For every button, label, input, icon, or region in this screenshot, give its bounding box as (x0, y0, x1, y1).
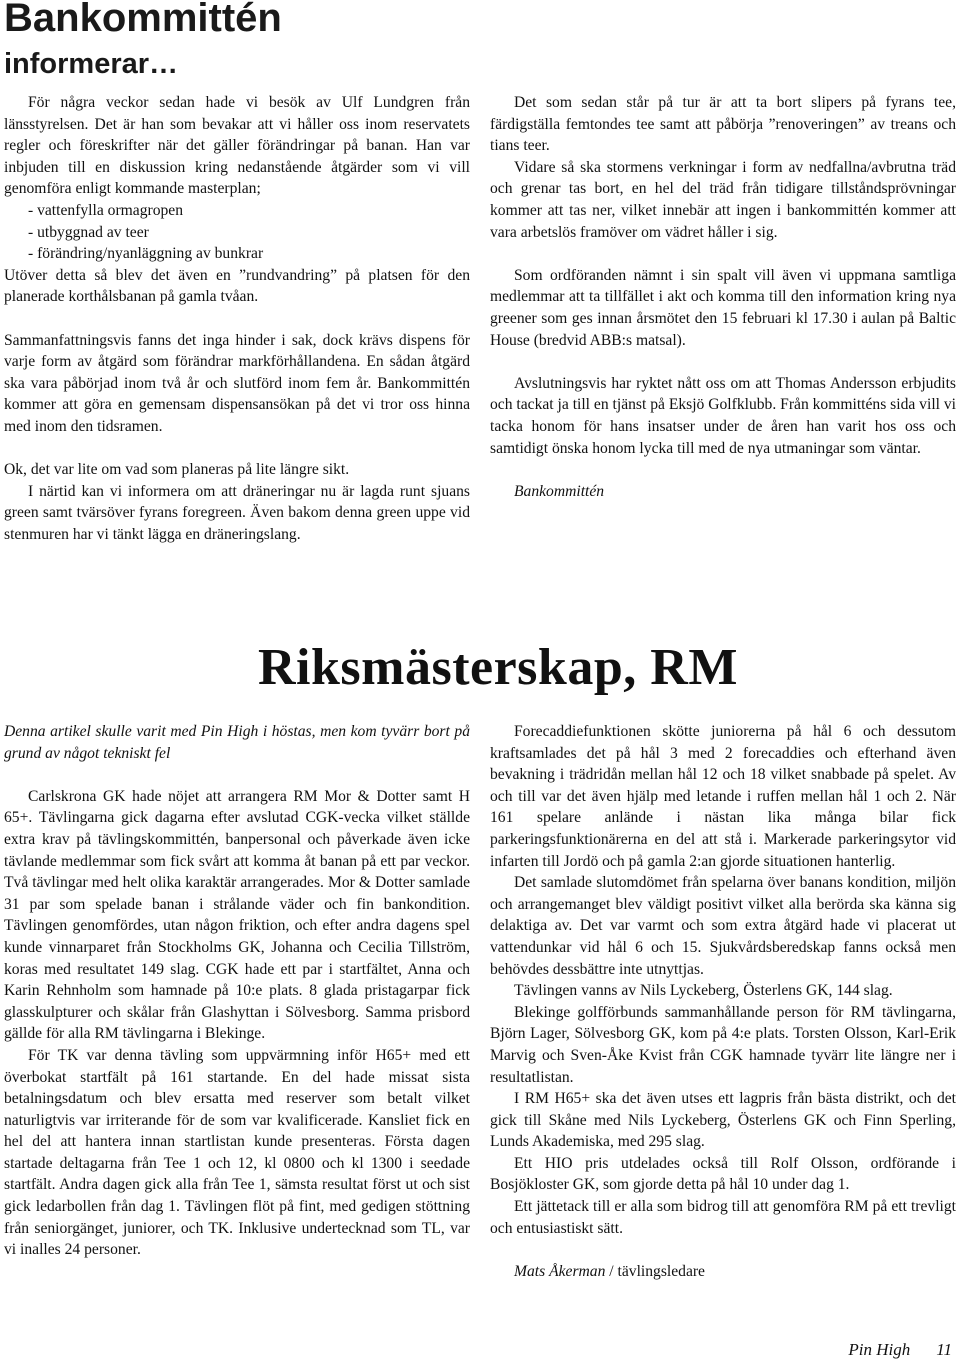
article-title: Bankommittén (4, 0, 282, 40)
paragraph: Sammanfattningsvis fanns det inga hinder i sak, dock krävs dispens för varje form av åtgärd som förändrar markförhållandena. En sådan åtgärd ska vara påbörjad inom två år och slutförd inom fem år. Bankommittén kommer att göra en gemensam dispensansökan på det vi tror oss hinna med inom den tidsramen. (4, 331, 470, 435)
publication-name: Pin High (848, 1340, 911, 1359)
page-footer (822, 1340, 952, 1360)
paragraph: Tävlingen vanns av Nils Lyckeberg, Österlens GK, 144 slag. (514, 982, 893, 1000)
article-subtitle: informerar… (4, 48, 179, 80)
signature-name: Mats Åkerman (514, 1262, 606, 1280)
measures-list (4, 200, 470, 265)
paragraph: Vidare så ska stormens verkningar i form av nedfallna/avbrutna träd och grenar tas bort, en hel del träd från tidigare tillståndsprövningar kommer att tas ner, vilket innebär att ingen i bankommittén kommer att vara arbetslös framöver om vädret håller i sig. (490, 158, 956, 241)
list-item: - förändring/nyanläggning av bunkrar (28, 245, 264, 263)
paragraph: Ett jättetack till er alla som bidrog till att genomföra RM på ett trevligt och entusiastiskt sätt. (490, 1198, 956, 1237)
bankommitten-column-left (4, 92, 470, 545)
paragraph: Det samlade slutomdömet från spelarna över banans kondition, miljön och arrangemanget blev väldigt positivt vilket alla berörda ska känna sig delaktiga av. Det var varmt och som extra åtgärd hade vi placerat ut vattendunkar vid hål 6 och 15. Sjukvårdsberedskap fanns också men behövdes dessbättre inte utnyttjas. (490, 874, 956, 978)
rm-article-title: Riksmästerskap, RM (258, 639, 738, 696)
article-signature: Bankommittén (514, 482, 605, 500)
list-item: - vattenfylla ormagropen (28, 201, 184, 219)
paragraph: I närtid kan vi informera om att dräneringar nu är lagda runt sjuans green samt tvärsöver fyrans foregreen. Även bakom denna green uppe vid stenmuren har vi tänkt lägga en dräneringslang. (4, 482, 470, 543)
rm-column-left (4, 721, 470, 1261)
paragraph: För några veckor sedan hade vi besök av Ulf Lundgren från länsstyrelsen. Det är han som bevakar att vi håller oss inom reservatets regler och föreskrifter när det gäller förändringar på banan. Han var inbjuden till en diskussion kring nedanstående åtgärder som vi vill genomföra enligt kommande masterplan; (4, 94, 470, 198)
page-number: 11 (936, 1340, 952, 1359)
article-intro: Denna artikel skulle varit med Pin High i höstas, men kom tyvärr bort på grund av något tekniskt fel (4, 723, 470, 762)
paragraph: I RM H65+ ska det även utses ett lagpris från bästa distrikt, och det gick till Skåne med Nils Lyckeberg, Österlens GK och Finn Sperling, Lunds Akademiska, med 295 slag. (490, 1090, 956, 1151)
paragraph: Utöver detta så blev det även en ”rundvandring” på platsen för den planerade korthålsbanan på gamla tvåan. (4, 266, 470, 306)
paragraph: Ok, det var lite om vad som planeras på lite längre sikt. (4, 461, 350, 479)
paragraph: Som ordföranden nämnt i sin spalt vill även vi uppmana samtliga medlemmar att ta tillfället i akt och komma till den information kring nya greener som ges innan årsmötet den 15 februari kl 17.30 i aulan på Baltic House (bredvid ABB:s matsal). (490, 266, 956, 349)
paragraph: För TK var denna tävling som uppvärmning inför H65+ med ett överbokat startfält på 161 startande. En del hade missat sista betalningsdatum och blev ersatta med reserver som betalt vilket naturligtvis var irriterande för de som var kvalificerade. Kansliet fick en hel del att hantera innan startlistan kunde presenteras. Första dagen startade deltagarna från Tee 1 och 12, kl 0800 och kl 1300 i seedade startfält. Andra dagen gick alla från Tee 1, sämsta resultat först ut och sist gick ledarbollen från dag 1. Tävlingen flöt på fint, med gedigen stöttning från seniorgänget, juniorer, och TK. Inklusive undertecknad som TL, var vi inalles 24 personer. (4, 1046, 470, 1259)
rm-column-right (490, 721, 956, 1282)
paragraph: Det som sedan står på tur är att ta bort slipers på fyrans tee, färdigställa femtondes tee samt att påbörja ”renoveringen” av treans och tians teer. (490, 94, 956, 155)
bankommitten-column-right (490, 92, 956, 502)
signature-role: / tävlingsledare (605, 1262, 705, 1280)
paragraph: Ett HIO pris utdelades också till Rolf Olsson, ordförande i Bosjökloster GK, som gjorde detta på hål 10 under dag 1. (490, 1154, 956, 1194)
paragraph: Blekinge golfförbunds sammanhållande person för RM tävlingarna, Björn Lager, Sölvesborg GK, kom på 4:e plats. Torsten Olsson, Karl-Erik Marvig och Sven-Åke Kvist från CGK hamnade tyvärr lite längre ner i resultatlistan. (490, 1003, 956, 1086)
article-signature (490, 1261, 956, 1283)
list-item: - utbyggnad av teer (28, 223, 149, 241)
paragraph: Forecaddiefunktionen skötte juniorerna på hål 6 och dessutom kraftsamlades det på hål 3 med 2 forecaddies och efterhand även bevakning i trädridån mellan hål 12 och 18 vilket snabbade på spelet. Av och till var det även hjälp med letande i ruffen mellan hål 1 och 2. När 161 spelare anlände i nästan lika många bilar fick parkeringsfunktionärerna en del att stå i. Markerade parkeringsytor vid infarten till Jordö och på gamla 2:an gjorde situationen hanterlig. (490, 723, 956, 870)
paragraph: Carlskrona GK hade nöjet att arrangera RM Mor & Dotter samt H 65+. Tävlingarna gick dagarna efter avslutad CGK-vecka vilket ställde extra krav på tävlingskommittén, banpersonal och påverkade även icke tävlande medlemmar som fick svårt att komma åt banan på ett par veckor. Två tävlingar med helt olika karaktär arrangerades. Mor & Dotter samlade 31 par som spelade banan i strålande väder och fin bankondition. Tävlingen genomfördes, utan någon friktion, och efter andra dagens spel kunde vinnarparet från Stockholms GK, Johanna och Cecilia Tillström, koras med resultatet 149 slag. CGK hade ett par i startfältet, Anna och Karin Rehnholm som hamnade på 10:e plats. 8 glada pristagarpar fick glasskulpturer och skålar från Glashyttan i Sölvesborg. Samma prisbord gällde för alla RM tävlingarna i Blekinge. (4, 787, 470, 1043)
paragraph: Avslutningsvis har ryktet nått oss om att Thomas Andersson erbjudits och tackat ja till en tjänst på Eksjö Golfklubb. Från kommitténs sida vill vi tacka honom för hans insatser under de åren han varit hos oss och samtidigt önska honom lycka till med de nya utmaningar som väntar. (490, 374, 957, 457)
